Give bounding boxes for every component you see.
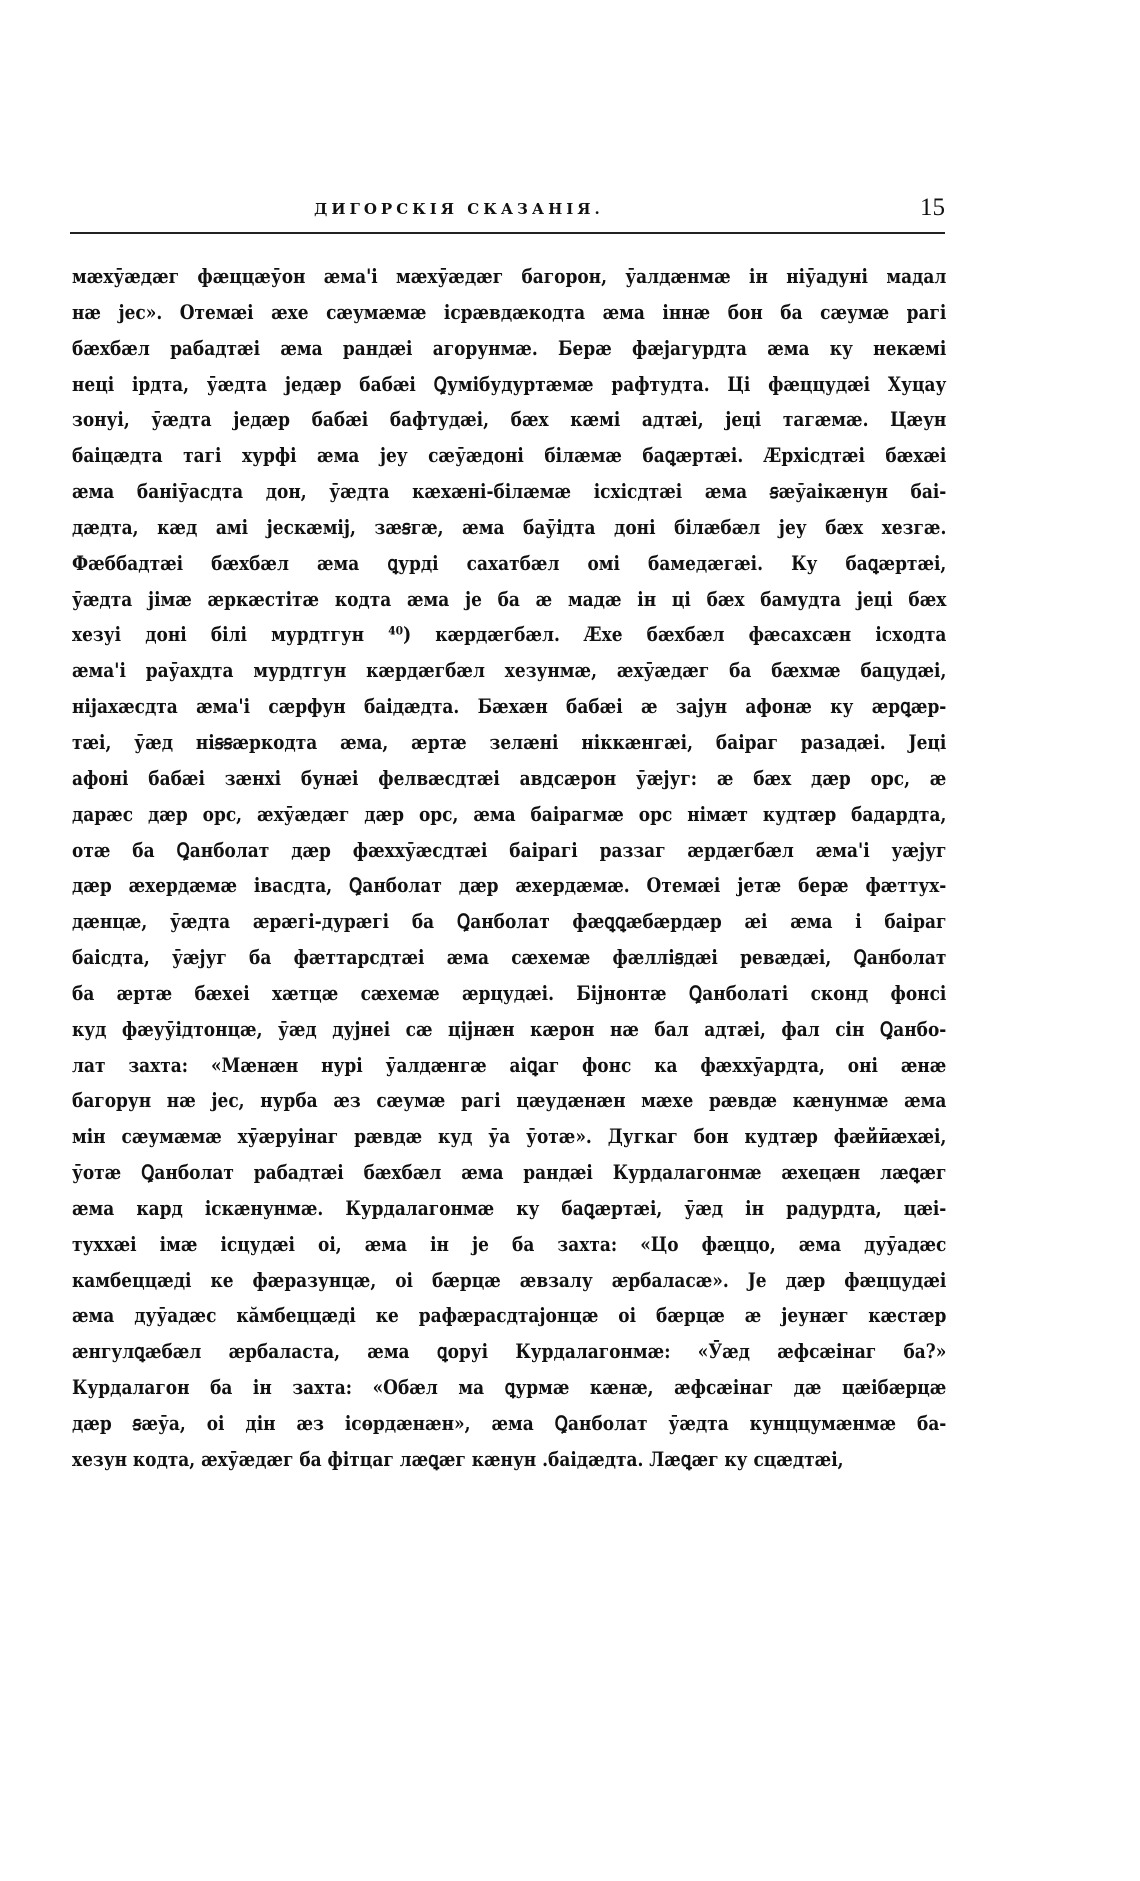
- body-text: [72, 259, 947, 1478]
- text-line: Фæббадтæі бæхбæл æма ꝗурді сахатбæл омі бамедæгæі. Ку баꝗæртæі,: [72, 551, 947, 575]
- text-line: æма баніӯасдта дон, ӯæдта кæхæні-білæмæ ісхісдтæі æма ꞩæӯаікæнун баі-: [72, 480, 947, 504]
- text-line: нæ jес». Отемæі æхе сæумæмæ ісрæвдæкодта æма іннæ бон ба сæумæ рагі: [72, 300, 947, 324]
- text-line: æма'і раӯахдта мурдтгун кæрдæгбæл хезунмæ, æхӯæдæг ба бæхмæ бацудæі,: [72, 659, 947, 683]
- text-line: камбеццæді ке фæразунцæ, оі бæрцæ æвзалу æрбаласæ». Jе дæр фæццудæі: [72, 1268, 947, 1292]
- text-line: хезуі доні білі мурдтгун ⁴⁰) кæрдæгбæл. Æхе бæхбæл фæсахсæн ісходта: [72, 623, 947, 647]
- text-line: мін сæумæмæ хӯæруінаг рæвдæ куд ӯа ӯотæ». Дугкаг бон кудтæр фæйӣæхæі,: [72, 1125, 947, 1149]
- text-line: зонуі, ӯæдта jедæр бабæі бафтудæі, бæх кæмі адтæі, jеці тагæмæ. Цæун: [72, 408, 947, 432]
- text-line: æма дуӯадæс кӑмбеццæді ке рафæрасдтаjонцæ оі бæрцæ æ jеунæг кæстæр: [72, 1304, 947, 1328]
- text-line: ніjахæсдта æма'і сæрфун баідæдта. Бæхæн бабæі æ зajун афонæ ку æрꝗæр-: [72, 695, 947, 719]
- text-line: отæ ба Ꝗанболат дæр фæххӯæсдтæі баірагі раззаг æрдæгбæл æма'і уæjуг: [72, 838, 947, 862]
- text-line: æнгулꝗæбæл æрбаласта, æма ꝗоруі Курдалагонмæ: «Ӯæд æфсæінаг ба?»: [72, 1340, 947, 1364]
- text-line: баісдта, ӯæjуг ба фæттарсдтæі æма сæхемæ фæлліꞩдæі ревæдæі, Ꝗанболат: [72, 946, 947, 970]
- header-rule: [70, 232, 945, 234]
- text-line: дæнцæ, ӯæдта æрæгі-дурæгі ба Ꝗанболат фæꝗꝗæбæрдæр æі æма і баіраг: [72, 910, 947, 934]
- text-line: неці ірдта, ӯæдта jедæр бабæі Ꝗумібудуртæмæ рафтудта. Ці фæццудæі Хуцау: [72, 372, 947, 396]
- text-line: туххæі імæ ісцудæі оі, æма ін jе ба захта: «Цо фæццо, æма дуӯадæс: [72, 1232, 947, 1256]
- text-line: бæхбæл рабадтæі æма рандæі агорунмæ. Берæ фæjагурдта æма ку некæмі: [72, 336, 947, 360]
- text-line: лат захта: «Мæнæн нурі ӯалдæнгæ аіꝗаг фонс ка фæххӯардта, оні æнæ: [72, 1053, 947, 1077]
- text-line: афоні бабæі зæнхі бунæі фелвæсдтæі авдсæрон ӯæjуг: æ бæх дæр орс, æ: [72, 766, 947, 790]
- running-title: ДИГОРСКІЯ СКАЗАНІЯ.: [314, 200, 604, 218]
- text-line: æма кард іскæнунмæ. Курдалагонмæ ку баꝗæртæі, ӯæд ін радурдта, цæі-: [72, 1196, 947, 1220]
- page-number: 15: [920, 194, 945, 221]
- text-line: дæр æхердæмæ івасдта, Ꝗанболат дæр æхердæмæ. Отемæі jетæ берæ фæттух-: [72, 874, 947, 898]
- text-line: тæі, ӯæд ніꞩꞩæркодта æма, æртæ зелæні ніккæнгæі, баіраг разадæі. Jеці: [72, 730, 947, 754]
- text-line: ӯотæ Ꝗанболат рабадтæі бæхбæл æма рандæі Курдалагонмæ æхецæн лæꝗæг: [72, 1161, 947, 1185]
- text-line: хезун кодта, æхӯæдæг ба фітцаг лæꝗæг кæнун .баідæдта. Лæꝗæг ку сцæдтæі,: [72, 1447, 844, 1471]
- running-head: [70, 194, 945, 228]
- text-line: куд фæуӯідтонцæ, ӯæд дуjнеі сæ цijнæн кæрон нæ бал адтæі, фал сін Ꝗанбо-: [72, 1017, 947, 1041]
- text-line: ӯæдта jімæ æркæстітæ кодта æма jе ба æ мадæ ін ці бæх бамудта jеці бæх: [72, 587, 947, 611]
- text-line: баіцæдта тагі хурфі æма jеу сæӯæдоні білæмæ баꝗæртæі. Æрхісдтæі бæхæі: [72, 444, 947, 468]
- text-line: дарæс дæр орс, æхӯæдæг дæр орс, æма баірагмæ орс німæт кудтæр бадардта,: [72, 802, 947, 826]
- text-line: дæдта, кæд амі jескæмij, зæꞩгæ, æма баӯідта доні білæбæл jеу бæх хезгæ.: [72, 515, 947, 539]
- text-line: ба æртæ бæхеі хæтцæ сæхемæ æрцудæі. Біjнонтæ Ꝗанболаті сконд фонсі: [72, 981, 947, 1005]
- text-line: багорун нæ jес, нурба æз сæумæ рагі цæудæнæн мæхе рæвдæ кæнунмæ æма: [72, 1089, 947, 1113]
- text-line: мæхӯæдæг фæццæӯон æма'і мæхӯæдæг багорон, ӯалдæнмæ ін ніӯадуні мадал: [72, 265, 947, 288]
- text-line: Курдалагон ба ін захта: «Обæл ма ꝗурмæ кæнæ, æфсæінаг дæ цæібæрцæ: [72, 1376, 947, 1400]
- text-line: дæр ꞩæӯа, оі дін æз ісɵрдæнæн», æма Ꝗанболат ӯæдта кунццумæнмæ ба-: [72, 1412, 947, 1435]
